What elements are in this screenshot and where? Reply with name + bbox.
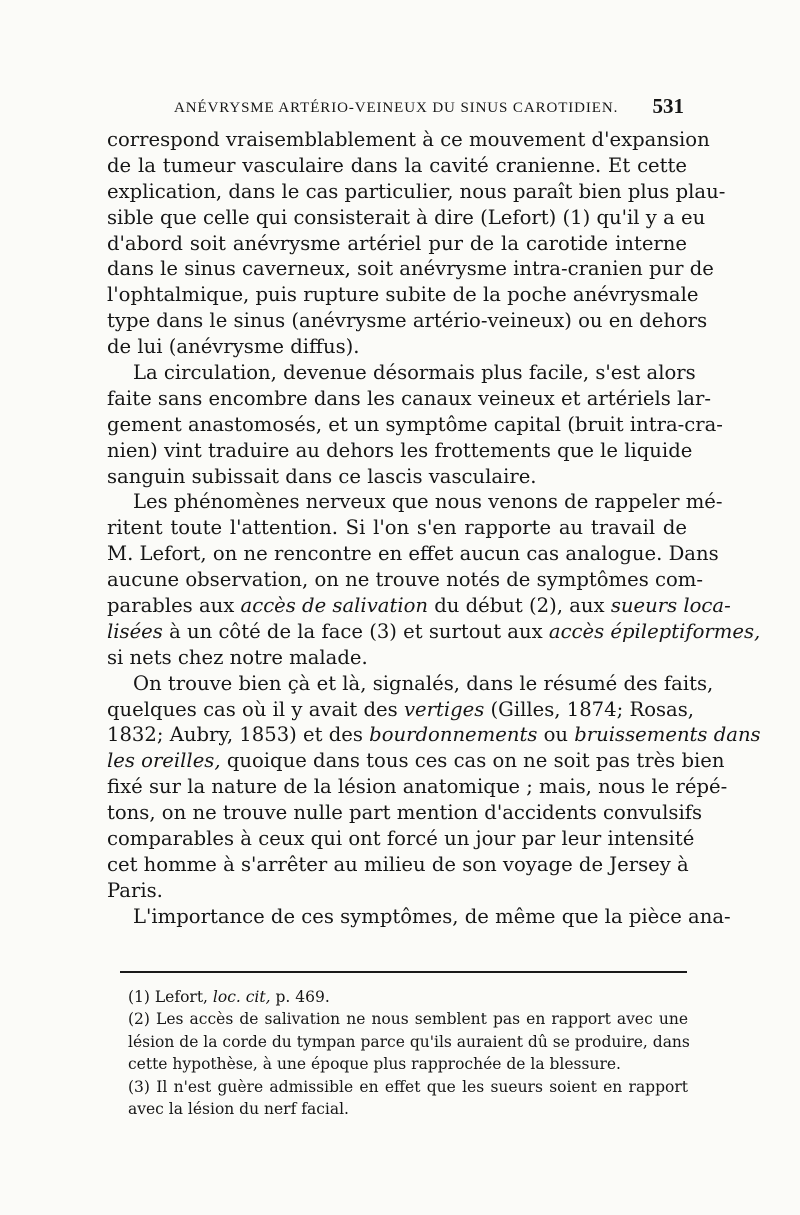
text-run: dans le sinus caverneux, soit anévrysme intra-cranien pur de (107, 257, 714, 281)
body-line (107, 360, 696, 386)
body-line (107, 412, 723, 438)
footnote-line (128, 1031, 688, 1053)
text-run: lésion de la corde du tympan parce qu'ils auraient dû se produire, dans (128, 1032, 690, 1051)
body-line (107, 308, 708, 334)
body-line (107, 515, 687, 541)
text-run: M. Lefort, on ne rencontre en effet aucun cas analogue. Dans (107, 542, 719, 566)
body-line (107, 153, 687, 179)
footnote-line (128, 986, 688, 1008)
footnote-line (128, 1098, 688, 1120)
text-run: (3) Il n'est guère admissible en effet que les sueurs soient en rapport (128, 1077, 688, 1096)
text-run: ritent toute l'attention. Si l'on s'en rapporte au travail de (107, 516, 687, 540)
text-run: si nets chez notre malade. (107, 645, 368, 669)
text-run: aucune observation, on ne trouve notés de symptômes com- (107, 568, 703, 592)
body-line (107, 231, 687, 257)
body-line (107, 438, 693, 464)
footnote-line (128, 1076, 688, 1098)
text-run: On trouve bien çà et là, signalés, dans le résumé des faits, (133, 671, 714, 695)
text-run: ou (537, 723, 575, 747)
text-run: sanguin subissait dans ce lascis vasculaire. (107, 464, 537, 488)
text-run: La circulation, devenue désormais plus facile, s'est alors (133, 361, 696, 385)
text-run: 1832; Aubry, 1853) et des (107, 723, 370, 747)
body-line (107, 334, 687, 360)
body-line (107, 826, 695, 852)
body-line (107, 541, 719, 567)
body-line (107, 774, 728, 800)
text-run: quoique dans tous ces cas on ne soit pas très bien (220, 749, 725, 773)
body-line (107, 179, 726, 205)
body-line (107, 645, 687, 671)
text-run: explication, dans le cas particulier, nous paraît bien plus plau- (107, 179, 726, 203)
body-line (107, 593, 731, 619)
body-line (107, 205, 706, 231)
body-line (107, 852, 687, 878)
footnote-rule (120, 971, 687, 973)
text-run: (Gilles, 1874; Rosas, (484, 697, 695, 721)
italic-text: les oreilles, (107, 749, 221, 773)
footnotes (128, 986, 688, 1120)
text-run: avec la lésion du nerf facial. (128, 1099, 349, 1118)
italic-text: sueurs loca- (610, 594, 731, 618)
text-run: gement anastomosés, et un symptôme capital (bruit intra-cra- (107, 412, 723, 436)
italic-text: bruissements dans (574, 723, 761, 747)
text-run: comparables à ceux qui ont forcé un jour par leur intensité (107, 827, 695, 851)
italic-text: vertiges (403, 697, 485, 721)
italic-text: lisées (107, 619, 163, 643)
body-line (107, 800, 703, 826)
text-run: de lui (anévrysme diffus). (107, 335, 360, 359)
body-line (107, 127, 710, 153)
body-line (107, 697, 695, 723)
body-line (107, 256, 714, 282)
body-line (107, 671, 714, 697)
text-run: (1) Lefort, (128, 988, 213, 1006)
text-run: de la tumeur vasculaire dans la cavité cranienne. Et cette (107, 153, 687, 177)
text-run: type dans le sinus (anévrysme artério-veineux) ou en dehors (107, 309, 708, 333)
footnote-line (128, 1053, 688, 1075)
text-run: à un côté de la face (3) et surtout aux (162, 619, 549, 643)
text-run: correspond vraisemblablement à ce mouvement d'expansion (107, 128, 710, 151)
body-line (107, 282, 699, 308)
body-text (107, 127, 761, 930)
text-run: L'importance de ces symptômes, de même que la pièce ana- (133, 904, 731, 928)
body-line (107, 722, 761, 748)
text-run: Paris. (107, 878, 163, 902)
text-run: du début (2), aux (428, 594, 611, 618)
text-run: tons, on ne trouve nulle part mention d'accidents convulsifs (107, 801, 703, 825)
text-run: cette hypothèse, à une époque plus rapprochée de la blessure. (128, 1055, 621, 1074)
body-line (107, 489, 723, 515)
text-run: cet homme à s'arrêter au milieu de son voyage de Jersey à (107, 852, 689, 876)
text-run: p. 469. (270, 988, 330, 1006)
italic-text: loc. cit, (212, 988, 271, 1006)
body-line (107, 878, 687, 904)
body-line (107, 619, 761, 645)
text-run: quelques cas où il y avait des (107, 697, 404, 721)
text-run: faite sans encombre dans les canaux veineux et artériels lar- (107, 386, 711, 410)
body-line (107, 904, 731, 930)
text-run: fixé sur la nature de la lésion anatomique ; mais, nous le répé- (107, 775, 728, 799)
italic-text: accès épileptiformes, (548, 619, 761, 643)
body-line (107, 386, 711, 412)
text-run: parables aux (107, 594, 241, 618)
running-title: ANÉVRYSME ARTÉRIO-VEINEUX DU SINUS CAROTIDIEN. (174, 100, 619, 116)
text-run: Les phénomènes nerveux que nous venons de rappeler mé- (133, 490, 723, 514)
text-run: l'ophtalmique, puis rupture subite de la poche anévrysmale (107, 283, 699, 307)
body-line (107, 748, 725, 774)
page-number: 531 (652, 94, 684, 118)
body-line (107, 567, 703, 593)
italic-text: bourdonnements (369, 723, 538, 747)
text-run: nien) vint traduire au dehors les frottements que le liquide (107, 438, 693, 462)
text-run: sible que celle qui consisterait à dire (Lefort) (1) qu'il y a eu (107, 205, 706, 229)
body-line (107, 464, 687, 490)
footnote-line (128, 1008, 688, 1030)
running-header (168, 94, 684, 122)
text-run: (2) Les accès de salivation ne nous semblent pas en rapport avec une (128, 1010, 688, 1029)
text-run: d'abord soit anévrysme artériel pur de la carotide interne (107, 231, 687, 255)
italic-text: accès de salivation (240, 594, 428, 618)
